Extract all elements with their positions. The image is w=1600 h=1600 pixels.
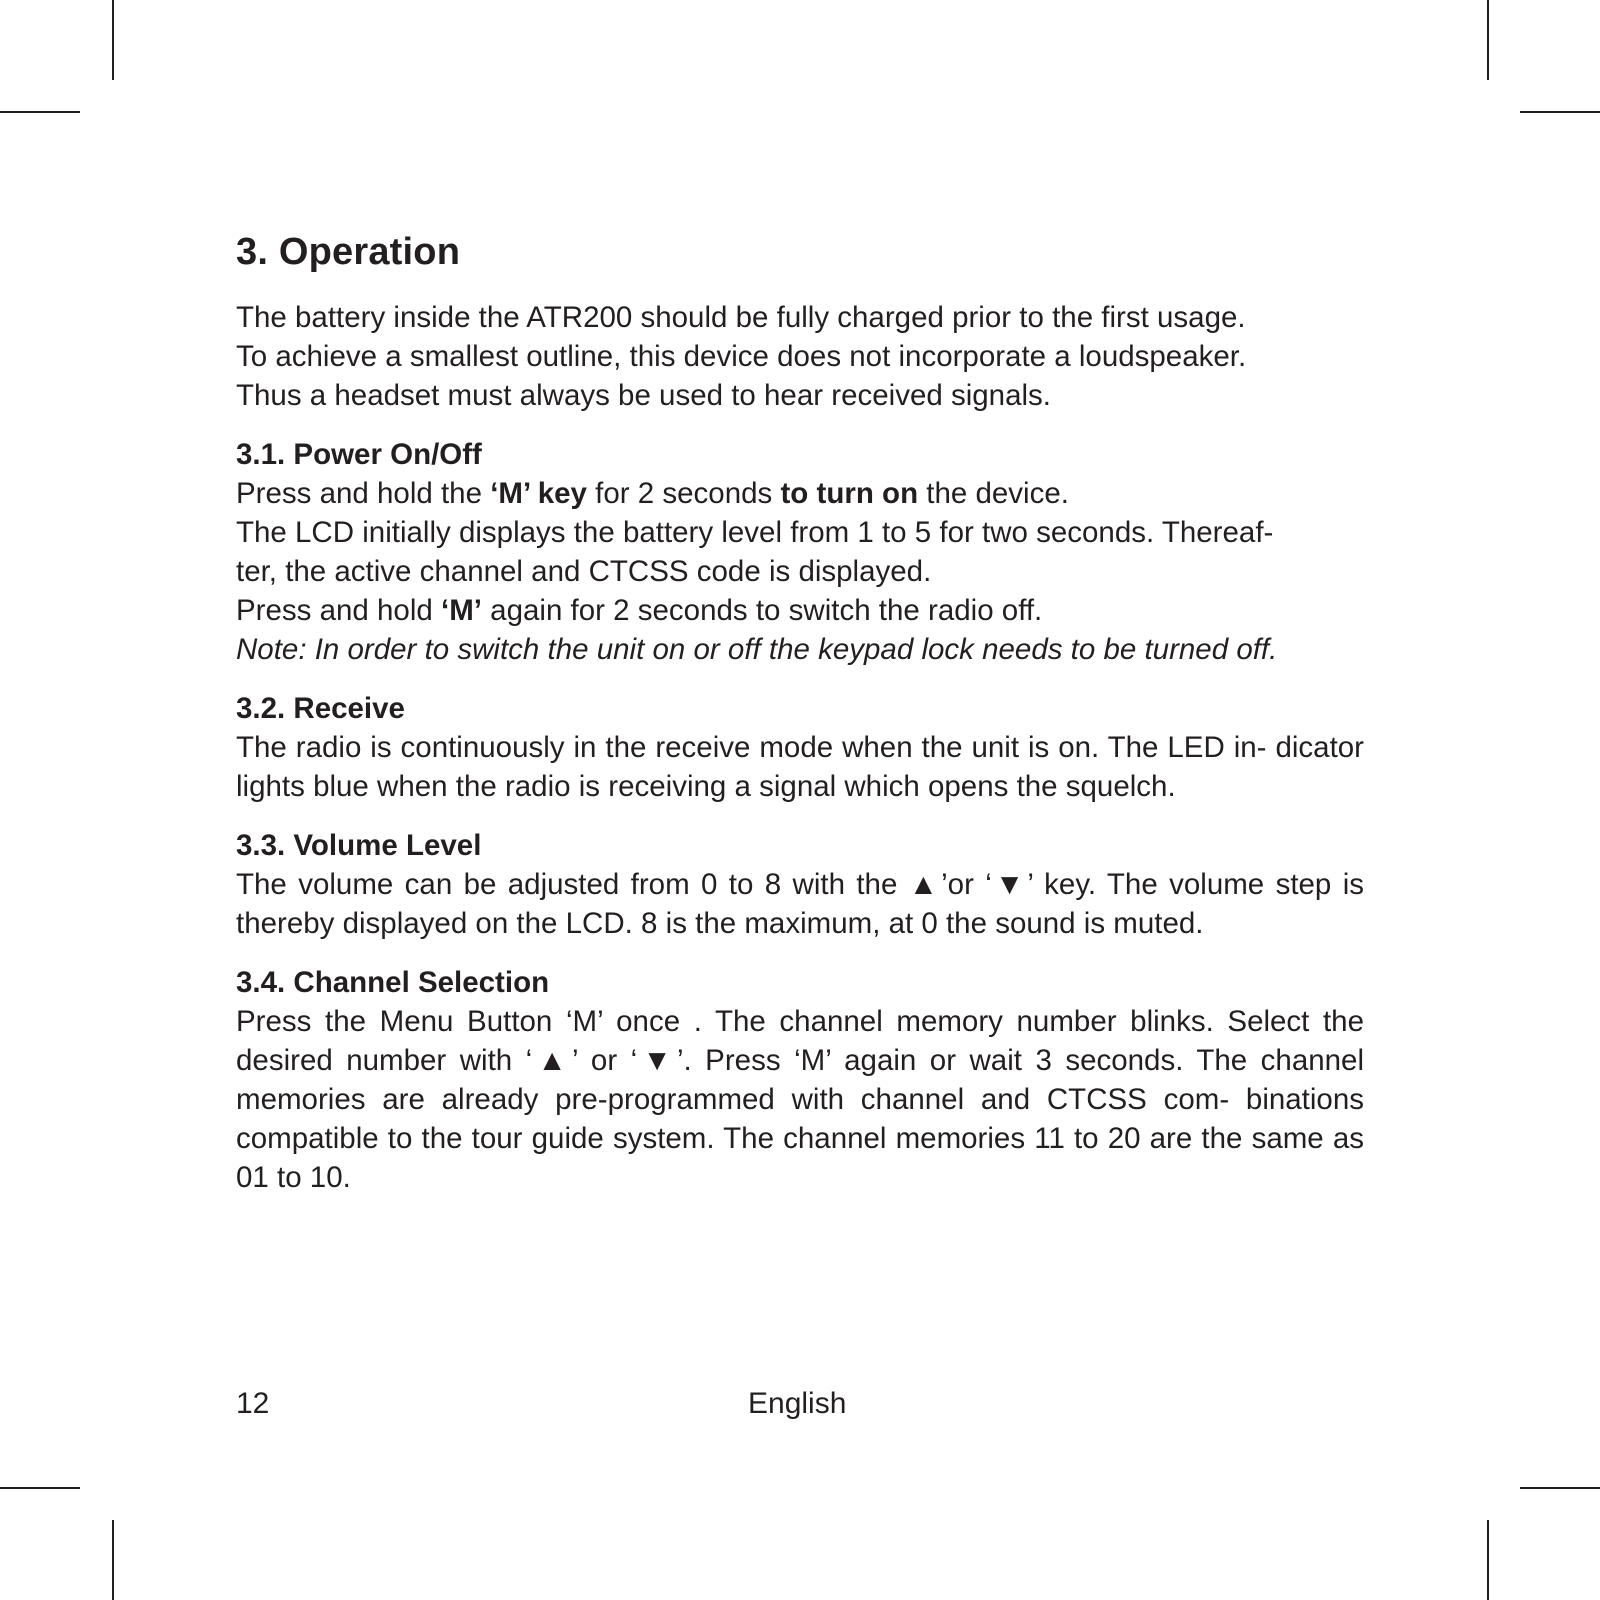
crop-mark-top-left-vertical	[112, 0, 114, 80]
section-heading: 3. Operation	[236, 231, 461, 273]
crop-mark-bottom-left-horizontal	[0, 1487, 80, 1489]
crop-mark-bottom-right-horizontal	[1520, 1487, 1600, 1489]
power-line-1	[236, 474, 1364, 513]
crop-mark-bottom-left-vertical	[112, 1520, 114, 1600]
power-line-1-a: Press and hold the	[236, 477, 491, 510]
crop-mark-top-left-horizontal	[0, 111, 80, 113]
power-heading: 3.1. Power On/Off	[236, 438, 482, 471]
intro-line-2: To achieve a smallest outline, this device does not incorporate a loudspeaker.	[236, 340, 1247, 373]
receive-text: The radio is continuously in the receive mode when the unit is on. The LED in- dicator lights blue when the radio is receiving a signal which opens the squelch.	[236, 731, 1364, 803]
channel-heading: 3.4. Channel Selection	[236, 966, 550, 999]
crop-mark-top-right-horizontal	[1520, 111, 1600, 113]
volume-text: The volume can be adjusted from 0 to 8 with the ▲’or ‘▼’ key. The volume step is thereby displayed on the LCD. 8 is the maximum, at 0 the sound is muted.	[236, 868, 1364, 940]
page-content	[236, 224, 1364, 1197]
power-line-2: The LCD initially displays the battery level from 1 to 5 for two seconds. Thereaf-	[236, 516, 1274, 549]
power-line-1-c: for 2 seconds	[586, 477, 781, 510]
footer-language: English	[748, 1387, 847, 1420]
page-number: 12	[236, 1387, 270, 1420]
power-line-4-c: again for 2 seconds to switch the radio off.	[481, 594, 1043, 627]
channel-text: Press the Menu Button ‘M’ once . The channel memory number blinks. Select the desired number with ‘▲’ or ‘▼’. Press ‘M’ again or wait 3 seconds. The channel memories are already pre-programmed with channel and CTCSS com- binations compatible to the tour guide system. The channel memories 11 to 20 are the same as 01 to 10.	[236, 1005, 1364, 1194]
m-label: ‘M’	[441, 594, 482, 627]
power-line-4-a: Press and hold	[236, 594, 441, 627]
power-line-3: ter, the active channel and CTCSS code is displayed.	[236, 555, 932, 588]
crop-mark-bottom-right-vertical	[1487, 1520, 1489, 1600]
power-line-4	[236, 591, 1364, 630]
m-key-label: ‘M’ key	[490, 477, 587, 510]
turn-on-label: to turn on	[780, 477, 919, 510]
power-line-1-e: the device.	[918, 477, 1069, 510]
receive-heading: 3.2. Receive	[236, 692, 405, 725]
crop-mark-top-right-vertical	[1487, 0, 1489, 80]
intro-line-1: The battery inside the ATR200 should be fully charged prior to the first usage.	[236, 301, 1246, 334]
intro-line-3: Thus a headset must always be used to hear received signals.	[236, 379, 1051, 412]
power-note: Note: In order to switch the unit on or off the keypad lock needs to be turned off.	[236, 633, 1278, 666]
volume-heading: 3.3. Volume Level	[236, 829, 482, 862]
